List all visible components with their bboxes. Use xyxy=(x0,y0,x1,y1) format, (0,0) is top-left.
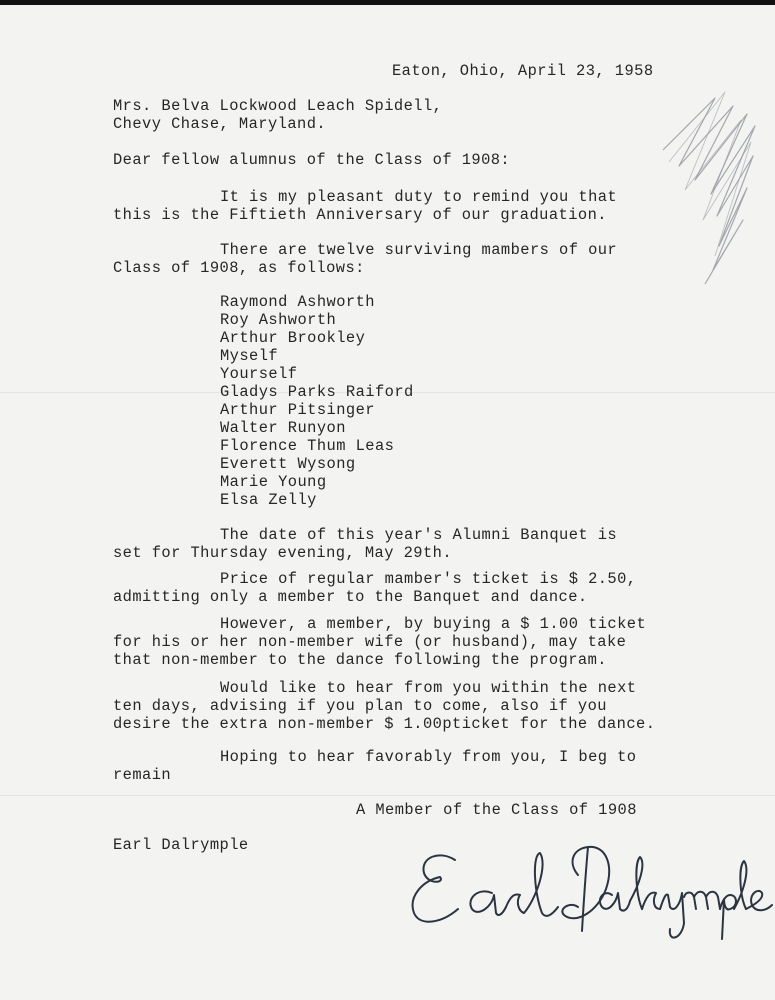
member-name: Arthur Pitsinger xyxy=(220,401,375,419)
member-name: Everett Wysong xyxy=(220,455,356,473)
member-name: Myself xyxy=(220,347,279,365)
paragraph-line: Price of regular mamber's ticket is $ 2.50, xyxy=(220,570,637,588)
member-name: Gladys Parks Raiford xyxy=(220,383,414,401)
paragraph-line: ten days, advising if you plan to come, also if you xyxy=(113,697,607,715)
member-name: Elsa Zelly xyxy=(220,491,317,509)
paragraph-line: The date of this year's Alumni Banquet is xyxy=(220,526,618,544)
paragraph-line: Class of 1908, as follows: xyxy=(113,259,365,277)
paragraph-line: However, a member, by buying a $ 1.00 ticket xyxy=(220,615,647,633)
paragraph-line: admitting only a member to the Banquet and dance. xyxy=(113,588,588,606)
member-name: Walter Runyon xyxy=(220,419,346,437)
paragraph-line: set for Thursday evening, May 29th. xyxy=(113,544,453,562)
typed-name: Earl Dalrymple xyxy=(113,836,249,854)
member-name: Arthur Brookley xyxy=(220,329,366,347)
recipient-address: Chevy Chase, Maryland. xyxy=(113,115,327,133)
paragraph-line: Hoping to hear favorably from you, I beg to xyxy=(220,748,637,766)
paragraph-line: Would like to hear from you within the next xyxy=(220,679,637,697)
salutation: Dear fellow alumnus of the Class of 1908: xyxy=(113,151,511,169)
member-name: Raymond Ashworth xyxy=(220,293,375,311)
pencil-scribble xyxy=(655,70,765,290)
scan-top-edge xyxy=(0,0,775,5)
handwritten-signature xyxy=(400,835,775,950)
paragraph-line: for his or her non-member wife (or husband), may take xyxy=(113,633,627,651)
paragraph-line: remain xyxy=(113,766,172,784)
paragraph-line: It is my pleasant duty to remind you that xyxy=(220,188,618,206)
closing: A Member of the Class of 1908 xyxy=(356,801,637,819)
member-name: Marie Young xyxy=(220,473,327,491)
member-name: Florence Thum Leas xyxy=(220,437,395,455)
member-name: Yourself xyxy=(220,365,298,383)
recipient-name: Mrs. Belva Lockwood Leach Spidell, xyxy=(113,97,443,115)
paragraph-line: that non-member to the dance following the program. xyxy=(113,651,607,669)
paper-fold-crease xyxy=(0,795,775,796)
paragraph-line: There are twelve surviving mambers of our xyxy=(220,241,618,259)
member-name: Roy Ashworth xyxy=(220,311,337,329)
paragraph-line: desire the extra non-member $ 1.00pticket for the dance. xyxy=(113,715,656,733)
paragraph-line: this is the Fiftieth Anniversary of our graduation. xyxy=(113,206,607,224)
dateline: Eaton, Ohio, April 23, 1958 xyxy=(392,62,654,80)
